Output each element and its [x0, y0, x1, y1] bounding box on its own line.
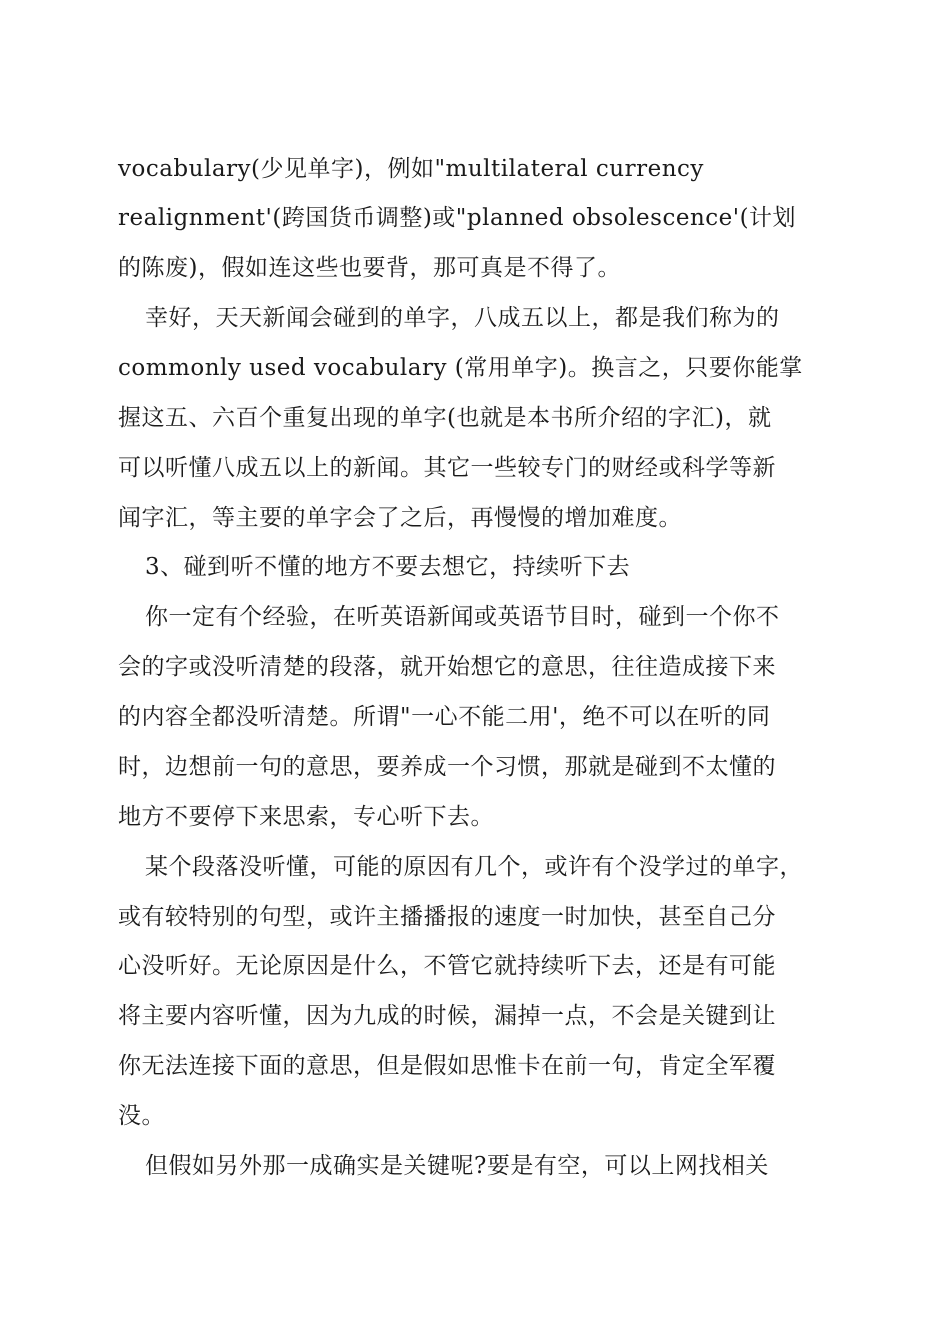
text-line: 或有较特别的句型，或许主播播报的速度一时加快，甚至自己分 [118, 904, 776, 930]
text-line: commonly used vocabulary (常用单字)。换言之，只要你能掌 [118, 355, 803, 381]
text-line: 心没听好。无论原因是什么，不管它就持续听下去，还是有可能 [118, 953, 776, 979]
text-line: vocabulary(少见单字)，例如"multilateral currency [118, 156, 704, 182]
text-line: realignment'(跨国货币调整)或"planned obsolescence'(计划 [118, 205, 797, 231]
text-line: 地方不要停下来思索，专心听下去。 [118, 804, 494, 830]
paragraph-start-line: 幸好，天天新闻会碰到的单字，八成五以上，都是我们称为的 [145, 305, 780, 331]
text-line: 你无法连接下面的意思，但是假如思惟卡在前一句，肯定全军覆 [118, 1053, 776, 1079]
paragraph-start-line: 你一定有个经验，在听英语新闻或英语节目时，碰到一个你不 [145, 604, 780, 630]
text-line: 闻字汇，等主要的单字会了之后，再慢慢的增加难度。 [118, 505, 682, 531]
paragraph-start-line: 某个段落没听懂，可能的原因有几个，或许有个没学过的单字， [145, 854, 803, 880]
text-line: 的内容全都没听清楚。所谓"一心不能二用'，绝不可以在听的同 [118, 704, 771, 730]
text-line: 会的字或没听清楚的段落，就开始想它的意思，往往造成接下来 [118, 654, 776, 680]
paragraph-start-line: 但假如另外那一成确实是关键呢?要是有空，可以上网找相关 [145, 1153, 769, 1179]
text-line: 可以听懂八成五以上的新闻。其它一些较专门的财经或科学等新 [118, 455, 776, 481]
section-heading: 3、碰到听不懂的地方不要去想它，持续听下去 [145, 554, 631, 580]
text-line: 没。 [118, 1103, 165, 1129]
text-line: 的陈废)，假如连这些也要背，那可真是不得了。 [118, 255, 621, 281]
text-line: 握这五、六百个重复出现的单字(也就是本书所介绍的字汇)，就 [118, 405, 772, 431]
text-line: 时，边想前一句的意思，要养成一个习惯，那就是碰到不太懂的 [118, 754, 776, 780]
text-line: 将主要内容听懂，因为九成的时候，漏掉一点，不会是关键到让 [118, 1003, 776, 1029]
